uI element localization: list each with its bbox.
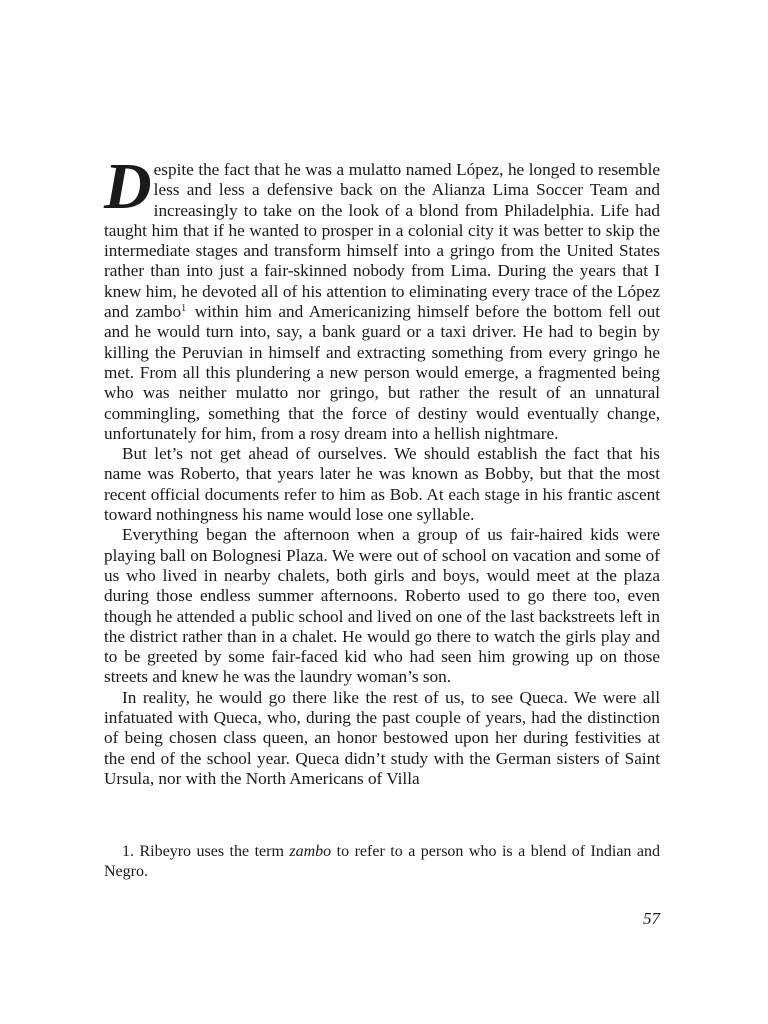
paragraph-2: But let’s not get ahead of ourselves. We should establish the fact that his name was Roberto, that years later he was known as Bobby, but that the most recent official documents refer to him as Bob. At each stage in his frantic ascent toward nothingness his name would lose one syllable.: [104, 444, 660, 525]
paragraph-3: Everything began the afternoon when a group of us fair-haired kids were playing ball on Bolognesi Plaza. We were out of school on vacation and some of us who lived in nearby chalets, both girls and boys, would meet at the plaza during those endless summer afternoons. Roberto used to go there too, even though he attended a public school and lived on one of the last backstreets left in the district rather than in a chalet. He would go there to watch the girls play and to be greeted by some fair-faced kid who had seen him growing up on those streets and knew he was the laundry woman’s son.: [104, 525, 660, 687]
paragraph-4: In reality, he would go there like the rest of us, to see Queca. We were all infatuated with Queca, who, during the past couple of years, had the distinction of being chosen class queen, an honor bestowed upon her during festivities at the end of the school year. Queca didn’t study with the German sisters of Saint Ursula, nor with the North Americans of Villa: [104, 687, 660, 788]
footnote-marker: 1.: [122, 843, 134, 860]
drop-cap: D: [104, 150, 152, 223]
footnote-text-b: to refer to a person who is a blend of Indian and Negro.: [104, 843, 660, 880]
body-text: [104, 150, 661, 789]
paragraph-1: [104, 150, 661, 444]
footnote-text-a: Ribeyro uses the term: [139, 843, 284, 860]
footnote: [104, 842, 660, 882]
paragraph-1-text-a: espite the fact that he was a mulatto named López, he longed to resemble less and less a defensive back on the Alianza Lima Soccer Team and increasingly to take on the look of a blond from Philadelphia. Life had taught him that if he wanted to prosper in a colonial city it was better to skip the intermediate stages and transform himself into a gringo from the United States rather than into just a fair-skinned nobody from Lima. During the years that I knew him, he devoted all of his attention to eliminating every trace of the López and zambo: [104, 160, 660, 322]
page-number: 57: [643, 909, 660, 928]
footnote-term: zambo: [289, 843, 332, 860]
paragraph-1-text-b: within him and Americanizing himself before the bottom fell out and he would turn into, say, a bank guard or a taxi driver. He had to begin by killing the Peruvian in himself and extracting something from every gringo he met. From all this plundering a new person would emerge, a fragmented being who was neither mulatto nor gringo, but rather the result of an unnatural commingling, something that the force of destiny would eventually change, unfortunately for him, from a rosy dream into a hellish nightmare.: [104, 302, 661, 443]
footnote-reference[interactable]: 1: [181, 303, 187, 315]
